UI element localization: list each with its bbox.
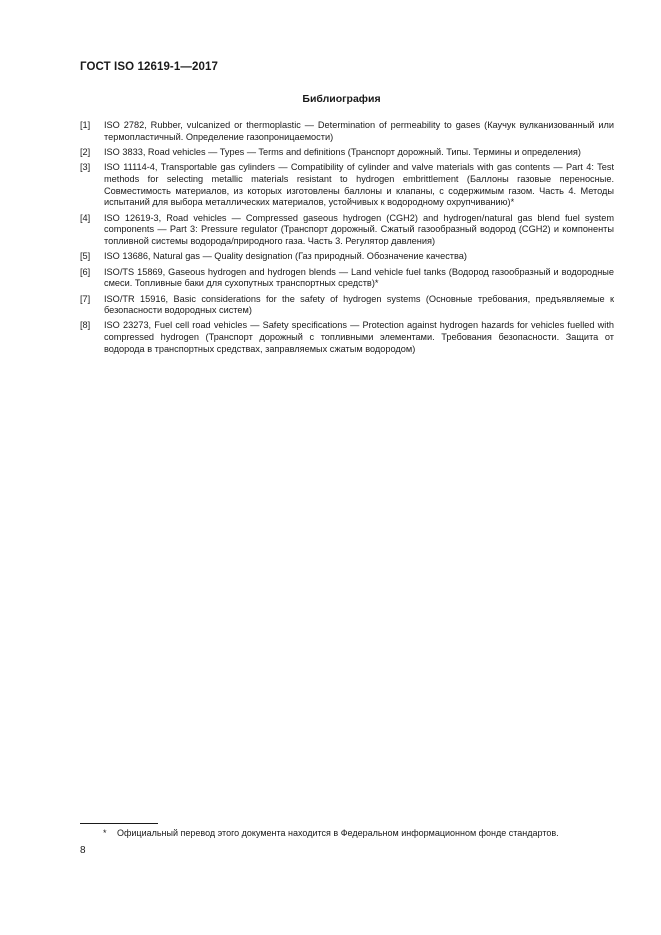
entry-text: ISO/TS 15869, Gaseous hydrogen and hydrogen blends — Land vehicle fuel tanks (Водород газообразный и водородные смеси. Топливные баки для сухопутных транспортных средств)* bbox=[104, 266, 614, 289]
bibliography-list bbox=[80, 120, 614, 359]
bibliography-entry bbox=[80, 162, 614, 208]
entry-number: [6] bbox=[80, 266, 91, 277]
page-number: 8 bbox=[80, 845, 86, 856]
entry-text: ISO 2782, Rubber, vulcanized or thermoplastic — Determination of permeability to gases (Каучук вулканизованный или термопластичный. Определение газопроницаемости) bbox=[104, 120, 614, 142]
bibliography-entry bbox=[80, 251, 614, 263]
footnote-text: Официальный перевод этого документа находится в Федеральном информационном фонде стандартов. bbox=[117, 828, 559, 838]
entry-text: ISO 13686, Natural gas — Quality designation (Газ природный. Обозначение качества) bbox=[104, 251, 467, 262]
bibliography-entry bbox=[80, 294, 614, 317]
bibliography-entry bbox=[80, 320, 614, 355]
bibliography-entry bbox=[80, 120, 614, 143]
bibliography-entry bbox=[80, 213, 614, 248]
footnote bbox=[103, 828, 559, 839]
section-title: Библиография bbox=[302, 93, 381, 105]
entry-number: [7] bbox=[80, 293, 91, 304]
entry-number: [8] bbox=[80, 320, 91, 331]
bibliography-entry bbox=[80, 267, 614, 290]
entry-text: ISO 11114-4, Transportable gas cylinders — Compatibility of cylinder and valve materials with gas contents — Part 4: Test methods for selecting metallic materials resistant to hydrogen embrittlement (Баллоны газовые переносные. Совместимость материалов, из которых изготовлены баллоны и клапаны, с содержимым газом. Часть 4. Методы испытаний для выбора металлических материалов, устойчивых к водородному охрупчиванию)* bbox=[104, 162, 614, 208]
entry-number: [5] bbox=[80, 251, 91, 262]
entry-number: [3] bbox=[80, 162, 91, 173]
document-header: ГОСТ ISO 12619-1—2017 bbox=[80, 61, 218, 73]
entry-text: ISO/TR 15916, Basic considerations for the safety of hydrogen systems (Основные требования, предъявляемые к безопасности водородных систем) bbox=[104, 293, 614, 316]
entry-text: ISO 3833, Road vehicles — Types — Terms and definitions (Транспорт дорожный. Типы. Термины и определения) bbox=[104, 146, 581, 157]
entry-number: [2] bbox=[80, 146, 91, 157]
entry-text: ISO 12619-3, Road vehicles — Compressed gaseous hydrogen (CGH2) and hydrogen/natural gas blend fuel system components — Part 3: Pressure regulator (Транспорт дорожный. Сжатый газообразный водород (CGH2) и компоненты топливной системы водорода/природного газа. Часть 3. Регулятор давления) bbox=[104, 212, 614, 246]
entry-text: ISO 23273, Fuel cell road vehicles — Safety specifications — Protection against hydrogen hazards for vehicles fuelled with compressed hydrogen (Транспорт дорожный с топливными элементами. Требования безопасности. Защита от водорода в транспортных средствах, заправляемых сжатым водородом) bbox=[104, 320, 614, 354]
footnote-mark: * bbox=[103, 828, 107, 838]
entry-number: [4] bbox=[80, 212, 91, 223]
footnote-divider bbox=[80, 823, 158, 824]
entry-number: [1] bbox=[80, 120, 91, 130]
bibliography-entry bbox=[80, 147, 614, 159]
